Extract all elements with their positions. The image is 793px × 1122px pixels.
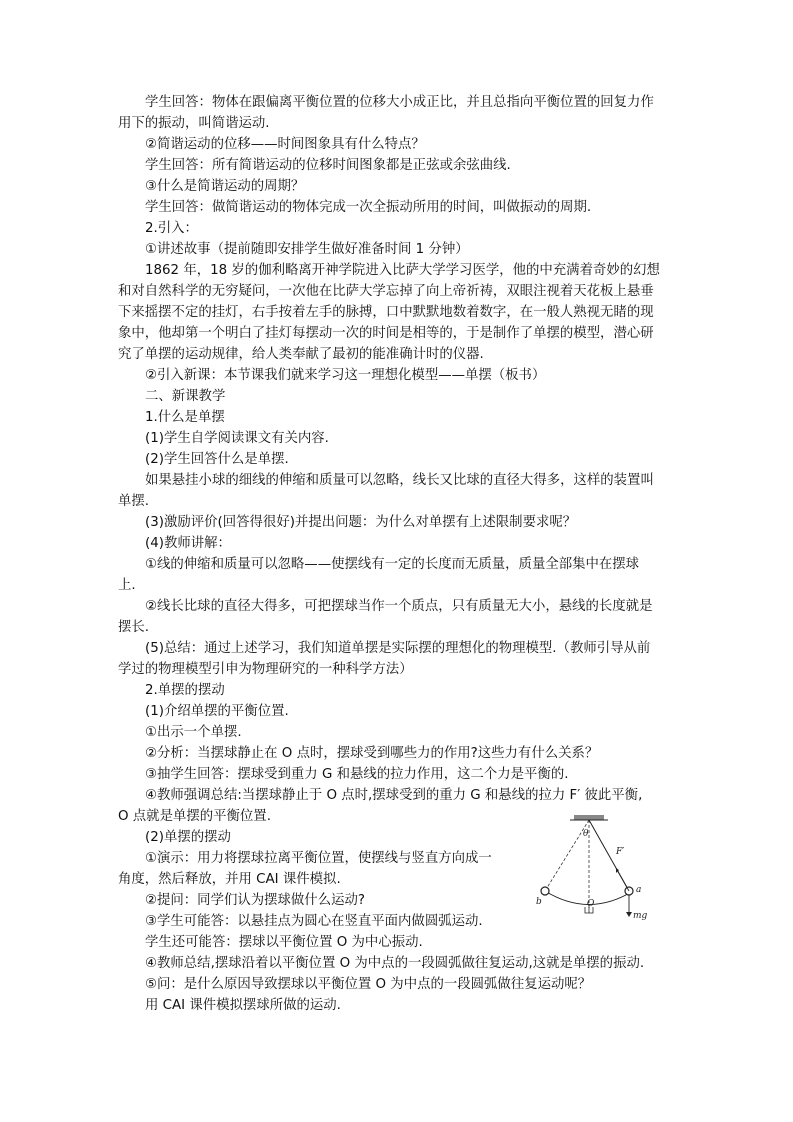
- text-line: ②引入新课：本节课我们就来学习这一理想化模型——单摆（板书）: [145, 368, 546, 383]
- f-prime-label: F′: [616, 847, 625, 857]
- text-line: O 点就是单摆的平衡位置.: [118, 809, 271, 824]
- text-line: 学过的物理模型引申为物理研究的一种科学方法）: [118, 662, 413, 677]
- text-line: (4)教师讲解：: [145, 536, 231, 551]
- text-line: 学生回答：所有简谐运动的位移时间图象都是正弦或余弦曲线.: [145, 158, 511, 173]
- mg-label: mg: [633, 911, 648, 921]
- text-line: ②线长比球的直径大得多，可把摆球当作一个质点，只有质量无大小，悬线的长度就是: [145, 599, 653, 614]
- text-line: (1)学生自学阅读课文有关内容.: [145, 431, 329, 446]
- text-line: 1.什么是单摆: [145, 410, 225, 425]
- left-ball: [541, 887, 549, 895]
- tension-arrow: [616, 868, 629, 891]
- text-line: 学生回答：做简谐运动的物体完成一次全振动所用的时间，叫做振动的周期.: [145, 200, 592, 215]
- text-line: ①线的伸缩和质量可以忽略——使摆线有一定的长度而无质量，质量全部集中在摆球: [145, 557, 640, 572]
- text-line: 上.: [118, 578, 136, 593]
- text-line: (1)介绍单摆的平衡位置.: [145, 704, 289, 719]
- text-line: 单摆.: [118, 494, 150, 509]
- o-label: O: [587, 899, 595, 909]
- text-line: 角度，然后释放，并用 CAI 课件模拟.: [118, 872, 341, 887]
- text-line: ⑤问：是什么原因导致摆球以平衡位置 O 为中点的一段圆弧做往复运动呢？: [145, 977, 592, 992]
- text-line: 1862 年，18 岁的伽利略离开神学院进入比萨大学学习医学，他的中充满着奇妙的幻想: [145, 263, 660, 278]
- ceiling-support: [574, 815, 604, 820]
- text-line: (2)单摆的摆动: [145, 830, 231, 845]
- text-line: 二、新课教学: [145, 389, 226, 404]
- text-line: 学生还可能答：摆球以平衡位置 O 为中心振动.: [145, 935, 423, 950]
- text-line: (5)总结：通过上述学习，我们知道单摆是实际摆的理想化的物理模型.（教师引导从前: [145, 641, 651, 656]
- text-line: ②提问：同学们认为摆球做什么运动?: [145, 893, 365, 908]
- b-label: b: [536, 897, 542, 907]
- text-line: ①出示一个单摆.: [145, 725, 242, 740]
- a-label: a: [636, 885, 642, 895]
- text-line: ②简谐运动的位移——时间图象具有什么特点？: [145, 137, 425, 152]
- text-line: ③学生可能答：以悬挂点为圆心在竖直平面内做圆弧运动.: [145, 914, 483, 929]
- text-line: ④教师总结,摆球沿着以平衡位置 O 为中点的一段圆弧做往复运动,这就是单摆的振动.: [145, 956, 645, 971]
- text-line: 用下的振动，叫简谐运动.: [118, 116, 270, 131]
- gravity-arrowhead: [626, 912, 632, 917]
- text-line: 和对自然科学的无穷疑问，一次他在比萨大学忘掉了向上帝祈祷，双眼注视着天花板上悬垂: [118, 284, 654, 299]
- text-line: 用 CAI 课件模拟摆球所做的运动.: [145, 998, 341, 1013]
- pendulum-figure: [530, 812, 670, 932]
- text-line: ④教师强调总结:当摆球静止于 O 点时,摆球受到的重力 G 和悬线的拉力 F′ 彼此平衡,: [145, 788, 643, 803]
- text-line: ②分析：当摆球静止在 O 点时，摆球受到哪些力的作用?这些力有什么关系？: [145, 746, 599, 761]
- text-line: 2.单摆的摆动: [145, 683, 225, 698]
- text-line: 摆长.: [118, 620, 150, 635]
- text-line: 如果悬挂小球的细线的伸缩和质量可以忽略，线长又比球的直径大得多，这样的装置叫: [145, 473, 654, 488]
- text-line: 学生回答：物体在跟偏离平衡位置的位移大小成正比，并且总指向平衡位置的回复力作: [145, 95, 654, 110]
- text-line: 2.引入：: [145, 221, 198, 236]
- theta-label: θ: [583, 829, 589, 839]
- text-line: ③抽学生回答：摆球受到重力 G 和悬线的拉力作用，这二个力是平衡的.: [145, 767, 569, 782]
- pendulum-diagram: [530, 812, 670, 932]
- text-line: 象中，他却第一个明白了挂灯每摆动一次的时间是相等的，于是制作了单摆的模型，潜心研: [118, 326, 654, 341]
- text-line: (2)学生回答什么是单摆.: [145, 452, 289, 467]
- text-line: ③什么是简谐运动的周期？: [145, 179, 305, 194]
- text-line: ①讲述故事（提前随即安排学生做好准备时间 1 分钟）: [145, 242, 469, 257]
- text-line: 究了单摆的运动规律，给人类奉献了最初的能准确计时的仪器.: [118, 347, 484, 362]
- text-line: ①演示：用力将摆球拉离平衡位置，使摆线与竖直方向成一: [145, 851, 492, 866]
- text-line: 下来摇摆不定的挂灯，右手按着左手的脉搏，口中默默地数着数字，在一般人熟视无睹的现: [118, 305, 654, 320]
- text-line: (3)激励评价(回答得很好)并提出问题：为什么对单摆有上述限制要求呢？: [145, 515, 577, 530]
